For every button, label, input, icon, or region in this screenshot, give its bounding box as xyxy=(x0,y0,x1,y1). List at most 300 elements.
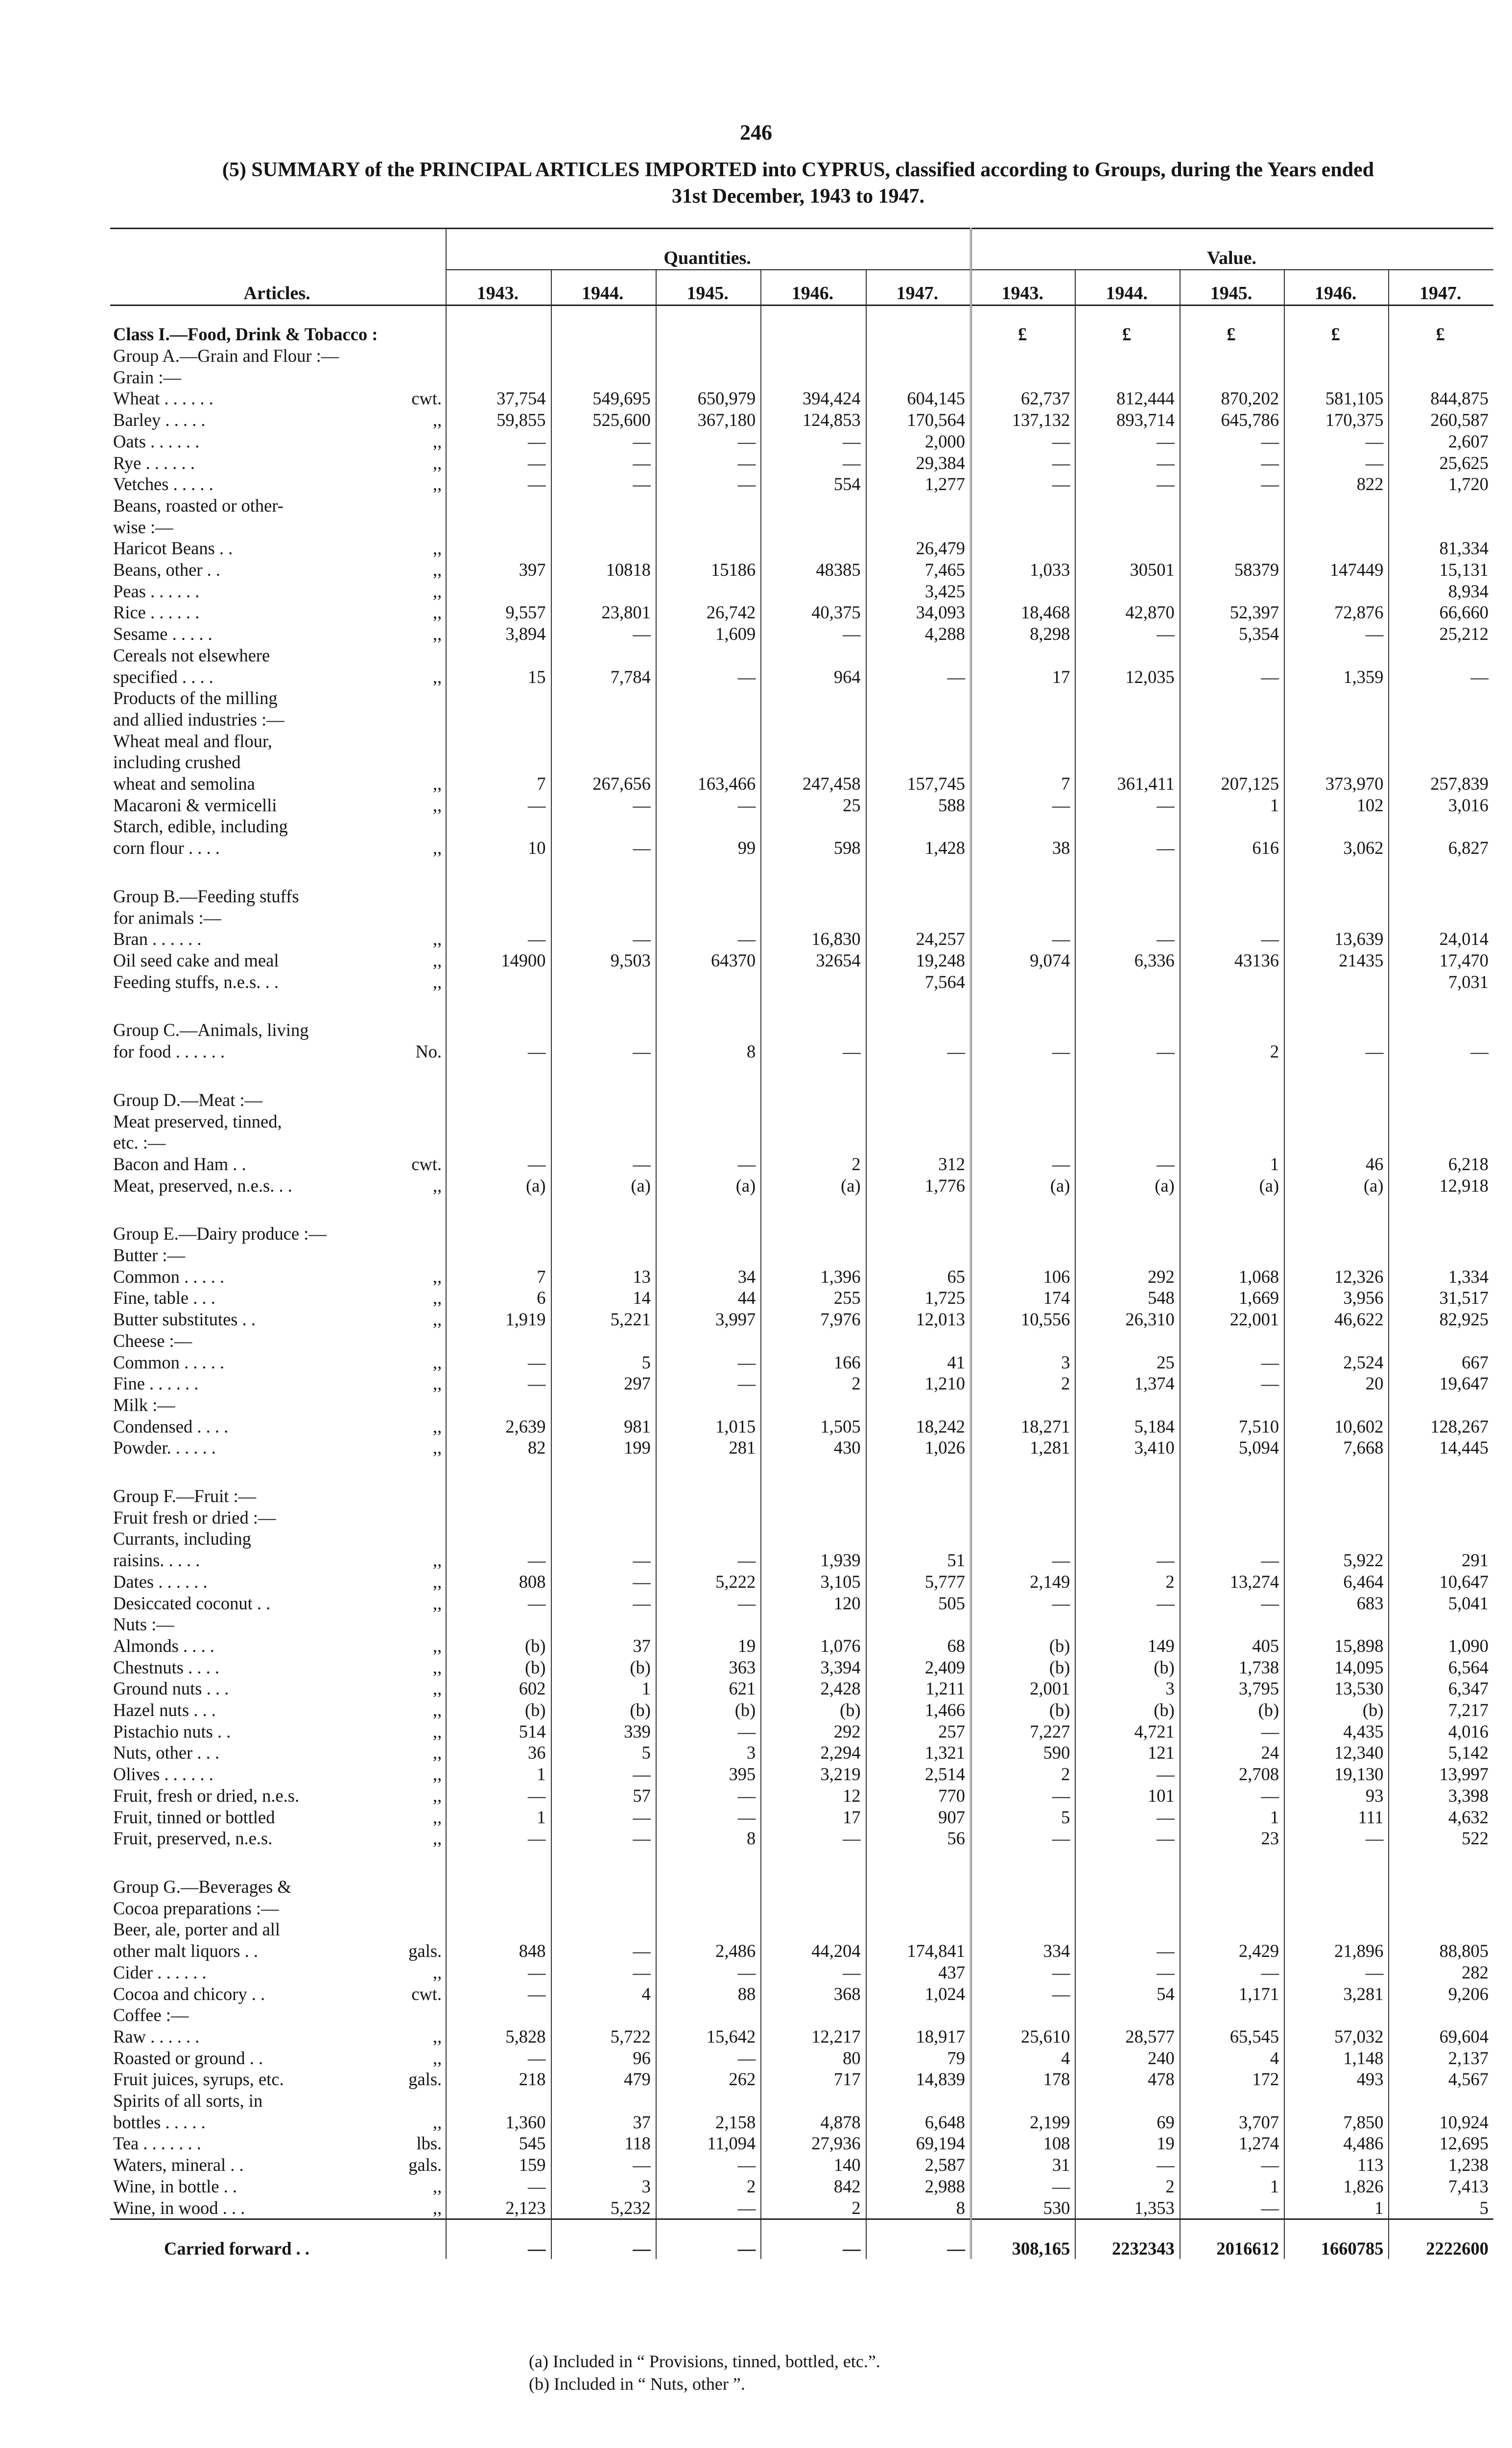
article-label: Common . . . . . xyxy=(113,1266,225,1287)
value-cell: 6,336 xyxy=(1075,950,1180,971)
value-cell: — xyxy=(1075,2154,1180,2176)
quantity-cell: — xyxy=(551,623,656,645)
value-year-header: 1945. xyxy=(1180,270,1284,306)
sub-row xyxy=(110,1111,1493,1132)
quantity-cell: — xyxy=(446,795,551,816)
spacer-cell xyxy=(1180,1459,1284,1485)
quantity-cell: 368 xyxy=(761,1983,866,2005)
quantity-cell: 82 xyxy=(446,1437,551,1459)
value-cell: 14,095 xyxy=(1284,1657,1389,1678)
quantity-cell xyxy=(866,2004,971,2026)
quantity-cell: 14,839 xyxy=(866,2069,971,2090)
value-cell: — xyxy=(1075,452,1180,474)
value-cell xyxy=(1180,517,1284,538)
value-cell: 3,707 xyxy=(1180,2112,1284,2133)
quantity-cell xyxy=(446,517,551,538)
article-label: Butter substitutes . . xyxy=(113,1309,256,1330)
quantity-cell: — xyxy=(551,452,656,474)
value-cell xyxy=(971,495,1075,517)
value-cell xyxy=(1284,2004,1389,2026)
value-cell: 19,130 xyxy=(1284,1764,1389,1785)
quantity-cell xyxy=(551,1614,656,1635)
spacer-cell xyxy=(110,1849,446,1876)
value-cell xyxy=(1389,730,1493,752)
quantity-cell xyxy=(866,1876,971,1898)
value-cell: 1,238 xyxy=(1389,2154,1493,2176)
value-cell: 405 xyxy=(1180,1635,1284,1657)
sub-row xyxy=(110,645,1493,666)
quantity-cell: — xyxy=(446,2219,551,2260)
article-cell xyxy=(110,687,446,709)
article-cell xyxy=(110,2069,446,2090)
value-cell xyxy=(1180,730,1284,752)
value-cell xyxy=(1180,816,1284,837)
quantity-cell xyxy=(761,2004,866,2026)
article-label: Nuts :— xyxy=(113,1614,174,1635)
article-label: Feeding stuffs, n.e.s. . . xyxy=(113,971,279,992)
value-cell xyxy=(971,517,1075,538)
quantity-cell xyxy=(446,1111,551,1132)
quantity-cell xyxy=(551,495,656,517)
value-cell: (a) xyxy=(1284,1175,1389,1197)
unit-label: gals. xyxy=(408,1941,442,1961)
table-row xyxy=(110,1175,1493,1197)
article-cell xyxy=(110,2133,446,2154)
quantity-cell: 64370 xyxy=(656,950,761,971)
quantity-cell: 1,210 xyxy=(866,1373,971,1394)
group-row xyxy=(110,1876,1493,1898)
spacer-cell xyxy=(1284,859,1389,886)
value-cell xyxy=(1180,1019,1284,1041)
spacer-cell xyxy=(1284,1062,1389,1089)
value-cell: 6,827 xyxy=(1389,837,1493,859)
spacer-cell xyxy=(656,1849,761,1876)
table-row xyxy=(110,1807,1493,1828)
article-cell xyxy=(110,345,446,367)
value-cell xyxy=(1075,1614,1180,1635)
spacer-cell xyxy=(1075,1459,1180,1485)
value-cell: 88,805 xyxy=(1389,1940,1493,1962)
article-label: Ground nuts . . . xyxy=(113,1678,229,1699)
value-cell: 31,517 xyxy=(1389,1287,1493,1309)
article-cell xyxy=(110,645,446,666)
value-cell: 260,587 xyxy=(1389,409,1493,431)
sub-row xyxy=(110,709,1493,730)
value-cell xyxy=(1180,1132,1284,1153)
spacer-cell xyxy=(1389,1459,1493,1485)
quantity-cell xyxy=(446,306,551,346)
value-cell: 102 xyxy=(1284,795,1389,816)
quantity-cell: 255 xyxy=(761,1287,866,1309)
quantity-cell: — xyxy=(551,1940,656,1962)
value-cell xyxy=(1180,886,1284,907)
quantity-cell: 16,830 xyxy=(761,928,866,950)
title-line-2: 31st December, 1943 to 1947. xyxy=(671,185,925,208)
value-cell xyxy=(1389,1223,1493,1245)
quantity-cell: 437 xyxy=(866,1962,971,1983)
table-row xyxy=(110,1352,1493,1373)
quantity-cell: — xyxy=(446,452,551,474)
quantity-cell xyxy=(656,1898,761,1919)
article-cell xyxy=(110,730,446,752)
value-cell: 478 xyxy=(1075,2069,1180,2090)
value-cell xyxy=(1389,816,1493,837)
value-cell: 1,274 xyxy=(1180,2133,1284,2154)
quantity-cell xyxy=(761,1245,866,1266)
quantity-cell: — xyxy=(446,1983,551,2005)
unit-label: No. xyxy=(415,1041,442,1062)
article-label: Currants, including xyxy=(113,1529,251,1549)
quantity-cell: 2,587 xyxy=(866,2154,971,2176)
quantity-cell: 981 xyxy=(551,1416,656,1437)
quantity-cell xyxy=(866,1507,971,1529)
quantity-cell: 7,564 xyxy=(866,971,971,993)
quantity-cell: 9,503 xyxy=(551,950,656,971)
quantity-cell: (b) xyxy=(551,1657,656,1678)
table-row xyxy=(110,2176,1493,2197)
quantity-cell xyxy=(446,1245,551,1266)
value-cell xyxy=(1180,1876,1284,1898)
article-cell xyxy=(110,1940,446,1962)
spacer-cell xyxy=(1075,992,1180,1019)
quantity-cell xyxy=(656,1394,761,1416)
quantity-cell: — xyxy=(656,795,761,816)
unit-label: ,, xyxy=(432,560,442,580)
unit-label: gals. xyxy=(408,2069,442,2090)
quantity-cell xyxy=(446,1919,551,1940)
value-cell xyxy=(1180,907,1284,929)
quantity-cell: 292 xyxy=(761,1721,866,1742)
quantity-cell: 140 xyxy=(761,2154,866,2176)
value-cell: 812,444 xyxy=(1075,388,1180,409)
quantity-cell xyxy=(656,1223,761,1245)
table-row xyxy=(110,431,1493,452)
value-cell xyxy=(971,1876,1075,1898)
quantity-cell: 964 xyxy=(761,666,866,688)
spacer-cell xyxy=(551,1062,656,1089)
quantity-cell: 56 xyxy=(866,1828,971,1849)
value-cell: — xyxy=(1180,1352,1284,1373)
quantity-cell: 8 xyxy=(656,1828,761,1849)
value-cell: 240 xyxy=(1075,2048,1180,2069)
value-cell: 52,397 xyxy=(1180,602,1284,623)
quantity-cell: — xyxy=(551,2154,656,2176)
quantity-cell: 545 xyxy=(446,2133,551,2154)
value-cell: 10,647 xyxy=(1389,1571,1493,1593)
article-cell xyxy=(110,1266,446,1288)
value-cell: 13,274 xyxy=(1180,1571,1284,1593)
value-cell: 1,359 xyxy=(1284,666,1389,688)
value-cell: 645,786 xyxy=(1180,409,1284,431)
quantity-cell: 51 xyxy=(866,1550,971,1571)
article-label: Sesame . . . . . xyxy=(113,624,213,644)
quantity-cell: 57 xyxy=(551,1785,656,1807)
value-cell: 12,326 xyxy=(1284,1266,1389,1288)
spacer-cell xyxy=(971,992,1075,1019)
value-cell xyxy=(971,687,1075,709)
value-cell xyxy=(1075,1507,1180,1529)
value-cell xyxy=(1180,1089,1284,1111)
group-row xyxy=(110,1223,1493,1245)
article-cell xyxy=(110,837,446,859)
value-cell: 65,545 xyxy=(1180,2026,1284,2048)
quantity-cell: — xyxy=(446,1593,551,1614)
value-cell xyxy=(1075,1330,1180,1352)
quantity-cell: 10818 xyxy=(551,559,656,581)
value-cell: 2 xyxy=(1075,1571,1180,1593)
quantity-cell: — xyxy=(866,666,971,688)
quantity-cell xyxy=(551,1919,656,1940)
quantity-cell: 3,997 xyxy=(656,1309,761,1330)
table-row xyxy=(110,1416,1493,1437)
value-cell: — xyxy=(1075,1550,1180,1571)
footnotes xyxy=(529,2350,880,2395)
article-cell xyxy=(110,1373,446,1394)
quantity-cell: — xyxy=(656,1373,761,1394)
value-cell: 2016612 xyxy=(1180,2219,1284,2260)
article-label: Hazel nuts . . . xyxy=(113,1700,216,1720)
spacer-cell xyxy=(1284,1196,1389,1223)
value-cell xyxy=(1180,1330,1284,1352)
spacer-cell xyxy=(551,1196,656,1223)
quantity-cell xyxy=(551,730,656,752)
quantity-cell: 6,648 xyxy=(866,2112,971,2133)
article-label: Wheat meal and flour, xyxy=(113,730,272,751)
value-cell: 69 xyxy=(1075,2112,1180,2133)
quantity-cell xyxy=(446,645,551,666)
value-cell xyxy=(1075,730,1180,752)
value-cell: 2,149 xyxy=(971,1571,1075,1593)
unit-label: lbs. xyxy=(416,2133,442,2154)
value-cell xyxy=(1284,886,1389,907)
table-row xyxy=(110,928,1493,950)
value-cell: — xyxy=(971,473,1075,495)
quantity-cell xyxy=(446,907,551,929)
article-cell xyxy=(110,1983,446,2005)
article-cell xyxy=(110,2197,446,2219)
quantity-year-header: 1944. xyxy=(551,270,656,306)
spacer-cell xyxy=(1075,1196,1180,1223)
group-row xyxy=(110,886,1493,907)
value-year-header: 1944. xyxy=(1075,270,1180,306)
value-cell: — xyxy=(1180,666,1284,688)
value-cell xyxy=(1389,1394,1493,1416)
spacer-cell xyxy=(1180,1062,1284,1089)
unit-label: ,, xyxy=(432,838,442,858)
value-cell: — xyxy=(1075,1153,1180,1175)
value-cell: 20 xyxy=(1284,1373,1389,1394)
value-cell: 24,014 xyxy=(1389,928,1493,950)
quantity-cell xyxy=(551,645,656,666)
value-cell: 101 xyxy=(1075,1785,1180,1807)
value-cell xyxy=(1180,1223,1284,1245)
spacer-cell xyxy=(1389,1849,1493,1876)
value-cell: 4,486 xyxy=(1284,2133,1389,2154)
quantity-cell: 2,000 xyxy=(866,431,971,452)
value-cell xyxy=(971,1528,1075,1550)
value-cell xyxy=(971,1089,1075,1111)
value-cell xyxy=(1180,752,1284,773)
value-cell: 19 xyxy=(1075,2133,1180,2154)
value-cell xyxy=(1389,345,1493,367)
article-cell xyxy=(110,1699,446,1721)
value-cell: 3,062 xyxy=(1284,837,1389,859)
value-cell: — xyxy=(971,452,1075,474)
value-cell xyxy=(1284,1223,1389,1245)
quantity-cell: 3,105 xyxy=(761,1571,866,1593)
article-cell xyxy=(110,1153,446,1175)
value-cell: 42,870 xyxy=(1075,602,1180,623)
quantity-cell xyxy=(866,2090,971,2112)
quantity-cell: — xyxy=(656,1550,761,1571)
quantity-cell: 23,801 xyxy=(551,602,656,623)
value-cell: 5,184 xyxy=(1075,1416,1180,1437)
quantity-cell: 267,656 xyxy=(551,773,656,795)
value-cell xyxy=(1389,517,1493,538)
value-cell xyxy=(971,1245,1075,1266)
article-cell xyxy=(110,1352,446,1373)
unit-label: ,, xyxy=(432,1700,442,1720)
table-row xyxy=(110,1550,1493,1571)
quantity-cell: 1,725 xyxy=(866,1287,971,1309)
quantity-cell: — xyxy=(446,1828,551,1849)
value-cell: 111 xyxy=(1284,1807,1389,1828)
value-cell: — xyxy=(971,1041,1075,1062)
value-cell xyxy=(1075,1111,1180,1132)
unit-label: ,, xyxy=(432,1593,442,1613)
quantity-cell xyxy=(866,886,971,907)
quantity-cell: 2,428 xyxy=(761,1678,866,1699)
value-cell: 25 xyxy=(1075,1352,1180,1373)
quantity-cell: (b) xyxy=(446,1657,551,1678)
value-cell: 6,464 xyxy=(1284,1571,1389,1593)
quantity-cell: 297 xyxy=(551,1373,656,1394)
quantity-cell xyxy=(866,1394,971,1416)
value-cell: 10,556 xyxy=(971,1309,1075,1330)
quantity-cell: 12 xyxy=(761,1785,866,1807)
article-label: Fruit juices, syrups, etc. xyxy=(113,2069,284,2090)
value-cell: 1 xyxy=(1180,795,1284,816)
value-cell: 2 xyxy=(971,1373,1075,1394)
article-label: Group G.—Beverages & xyxy=(113,1877,291,1897)
table-row xyxy=(110,2197,1493,2219)
quantity-cell: 44,204 xyxy=(761,1940,866,1962)
value-cell xyxy=(1075,1019,1180,1041)
sub-row xyxy=(110,687,1493,709)
value-cell: 282 xyxy=(1389,1962,1493,1983)
value-cell xyxy=(1075,1223,1180,1245)
quantity-cell: 5,828 xyxy=(446,2026,551,2048)
value-cell xyxy=(1389,367,1493,388)
quantity-cell xyxy=(866,687,971,709)
value-cell: (b) xyxy=(971,1699,1075,1721)
article-label: Common . . . . . xyxy=(113,1352,225,1372)
value-cell: 292 xyxy=(1075,1266,1180,1288)
sub-row xyxy=(110,1528,1493,1550)
article-label: for animals :— xyxy=(113,907,221,928)
quantity-cell xyxy=(656,971,761,993)
quantity-cell: — xyxy=(656,452,761,474)
value-cell: — xyxy=(1389,1041,1493,1062)
sub-row xyxy=(110,517,1493,538)
quantity-cell: — xyxy=(551,837,656,859)
quantity-cell xyxy=(551,1111,656,1132)
quantity-cell: (a) xyxy=(551,1175,656,1197)
article-label: Beans, other . . xyxy=(113,560,220,580)
article-cell xyxy=(110,1614,446,1635)
quantity-cell: 588 xyxy=(866,795,971,816)
quantity-cell: 34,093 xyxy=(866,602,971,623)
spacer-cell xyxy=(446,859,551,886)
unit-label: ,, xyxy=(432,1657,442,1677)
quantity-cell xyxy=(656,1019,761,1041)
value-cell: 10,924 xyxy=(1389,2112,1493,2133)
value-cell: 308,165 xyxy=(971,2219,1075,2260)
value-header: Value. xyxy=(971,229,1493,270)
group-row xyxy=(110,1089,1493,1111)
spacer-cell xyxy=(1180,1196,1284,1223)
spacer-cell xyxy=(110,992,446,1019)
article-label: Class I.—Food, Drink & Tobacco : xyxy=(113,324,378,345)
value-cell: — xyxy=(1284,1962,1389,1983)
value-cell: 12,918 xyxy=(1389,1175,1493,1197)
quantity-cell: 1,360 xyxy=(446,2112,551,2133)
value-cell: 57,032 xyxy=(1284,2026,1389,2048)
value-cell: — xyxy=(1075,795,1180,816)
quantity-cell: — xyxy=(656,1807,761,1828)
sub-row xyxy=(110,1614,1493,1635)
sub-row xyxy=(110,1330,1493,1352)
article-label: Oil seed cake and meal xyxy=(113,950,279,970)
value-cell: — xyxy=(971,1153,1075,1175)
quantity-cell xyxy=(656,1111,761,1132)
quantity-cell: 2,294 xyxy=(761,1742,866,1764)
table-row xyxy=(110,1266,1493,1288)
article-label: Fruit fresh or dried :— xyxy=(113,1507,276,1528)
quantity-cell xyxy=(866,1898,971,1919)
quantity-cell: — xyxy=(656,928,761,950)
value-cell xyxy=(971,1485,1075,1507)
table-row xyxy=(110,1657,1493,1678)
unit-label: ,, xyxy=(432,1785,442,1806)
value-cell xyxy=(1389,1528,1493,1550)
spacer-cell xyxy=(446,1062,551,1089)
value-cell xyxy=(1180,1528,1284,1550)
quantity-cell xyxy=(446,2090,551,2112)
quantity-cell: — xyxy=(446,2176,551,2197)
spacer-cell xyxy=(551,1459,656,1485)
value-cell: 149 xyxy=(1075,1635,1180,1657)
value-cell: 4,632 xyxy=(1389,1807,1493,1828)
sub-row xyxy=(110,495,1493,517)
quantity-cell: 1 xyxy=(446,1807,551,1828)
quantity-cell: 5,221 xyxy=(551,1309,656,1330)
quantity-cell xyxy=(866,1528,971,1550)
article-label: Almonds . . . . xyxy=(113,1635,214,1656)
value-cell: 2,708 xyxy=(1180,1764,1284,1785)
quantity-cell xyxy=(866,1330,971,1352)
value-cell: 2232343 xyxy=(1075,2219,1180,2260)
quantity-cell xyxy=(866,1485,971,1507)
quantity-cell: 7,784 xyxy=(551,666,656,688)
table-row xyxy=(110,795,1493,816)
value-cell: £ xyxy=(1284,306,1389,346)
quantity-cell: 27,936 xyxy=(761,2133,866,2154)
quantity-cell xyxy=(866,345,971,367)
value-cell xyxy=(1284,1245,1389,1266)
quantity-cell xyxy=(446,1485,551,1507)
spacer-cell xyxy=(1075,1849,1180,1876)
